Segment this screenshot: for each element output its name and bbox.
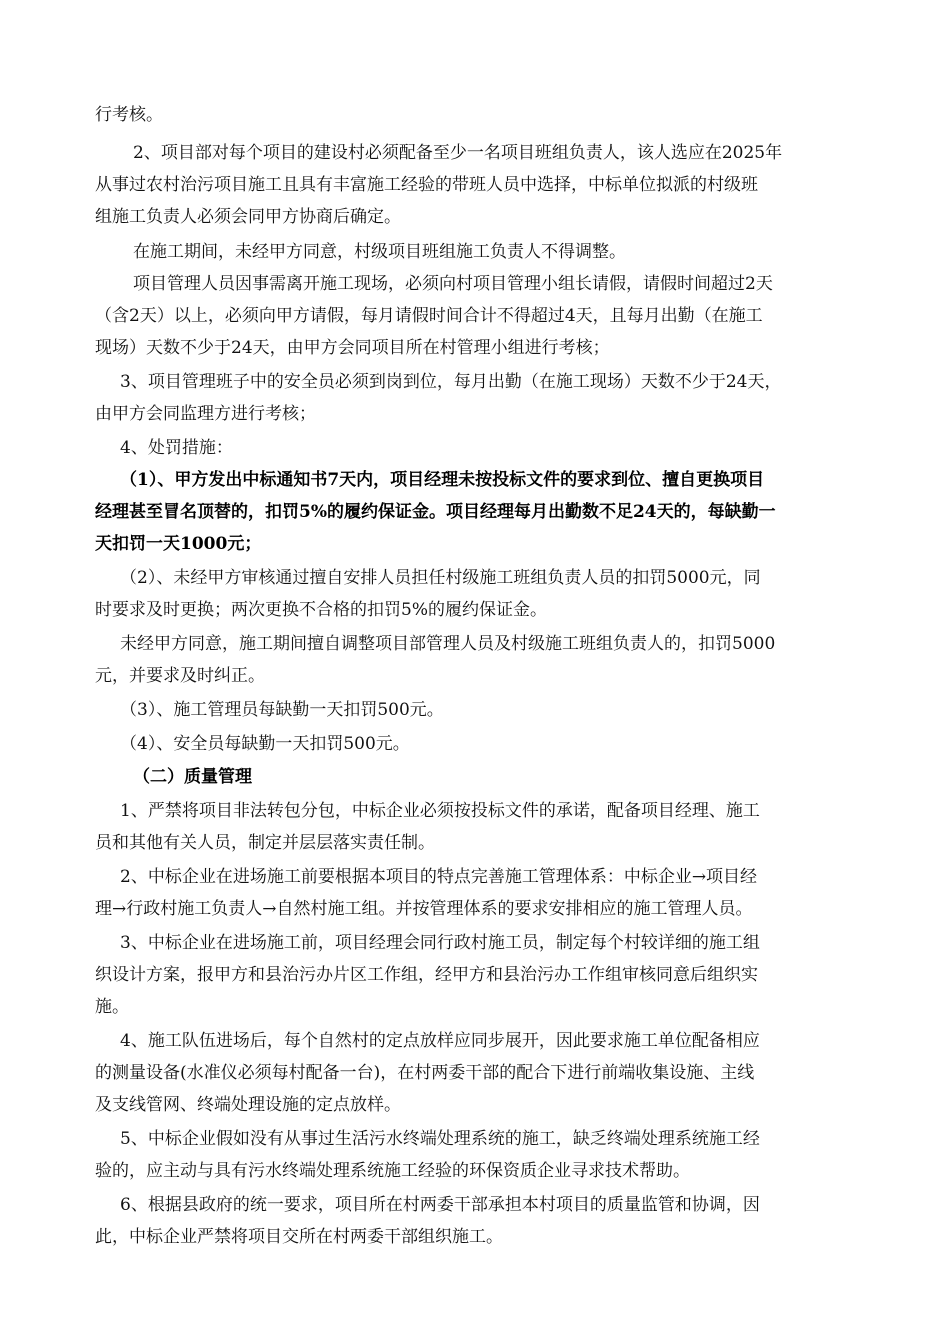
text-line-2: 2、项目部对每个项目的建设村必须配备至少一名项目班组负责人，该人选应在2025年	[133, 143, 783, 163]
text-line-19: （3）、施工管理员每缺勤一天扣罚500元。	[120, 700, 444, 720]
text-line-17: 未经甲方同意，施工期间擅自调整项目部管理人员及村级施工班组负责人的，扣罚5000	[120, 634, 776, 654]
text-line-31: 及支线管网、终端处理设施的定点放样。	[95, 1095, 401, 1115]
text-line-12: （1）、甲方发出中标通知书7天内，项目经理未按投标文件的要求到位、擅自更换项目	[120, 470, 765, 490]
text-line-10: 由甲方会同监理方进行考核；	[95, 404, 316, 424]
text-line-7: （含2天）以上，必须向甲方请假，每月请假时间合计不得超过4天，且每月出勤（在施工	[95, 306, 763, 326]
text-line-34: 6、根据县政府的统一要求，项目所在村两委干部承担本村项目的质量监管和协调，因	[120, 1195, 760, 1215]
text-line-13: 经理甚至冒名顶替的，扣罚5%的履约保证金。项目经理每月出勤数不足24天的，每缺勤一	[95, 502, 776, 522]
text-line-22: 1、严禁将项目非法转包分包，中标企业必须按投标文件的承诺，配备项目经理、施工	[120, 801, 760, 821]
text-line-18: 元，并要求及时纠正。	[95, 666, 265, 686]
text-line-24: 2、中标企业在进场施工前要根据本项目的特点完善施工管理体系：中标企业→项目经	[120, 867, 758, 887]
text-line-4: 组施工负责人必须会同甲方协商后确定。	[95, 207, 401, 227]
text-line-1: 行考核。	[95, 105, 163, 125]
text-line-33: 验的，应主动与具有污水终端处理系统施工经验的环保资质企业寻求技术帮助。	[95, 1161, 690, 1181]
text-line-16: 时要求及时更换；两次更换不合格的扣罚5%的履约保证金。	[95, 600, 547, 620]
text-line-5: 在施工期间，未经甲方同意，村级项目班组施工负责人不得调整。	[133, 242, 626, 262]
text-line-29: 4、施工队伍进场后，每个自然村的定点放样应同步展开，因此要求施工单位配备相应	[120, 1031, 760, 1051]
text-line-20: （4）、安全员每缺勤一天扣罚500元。	[120, 734, 410, 754]
text-line-3: 从事过农村治污项目施工且具有丰富施工经验的带班人员中选择，中标单位拟派的村级班	[95, 175, 758, 195]
text-line-26: 3、中标企业在进场施工前，项目经理会同行政村施工员，制定每个村较详细的施工组	[120, 933, 760, 953]
text-line-30: 的测量设备(水准仪必须每村配备一台)，在村两委干部的配合下进行前端收集设施、主线	[95, 1063, 755, 1083]
text-line-8: 现场）天数不少于24天，由甲方会同项目所在村管理小组进行考核；	[95, 338, 610, 358]
text-line-14: 天扣罚一天1000元；	[95, 534, 262, 554]
text-line-23: 员和其他有关人员，制定并层层落实责任制。	[95, 833, 435, 853]
text-line-25: 理→行政村施工负责人→自然村施工组。并按管理体系的要求安排相应的施工管理人员。	[95, 899, 753, 919]
section-heading-quality: （二）质量管理	[133, 767, 252, 787]
text-line-15: （2）、未经甲方审核通过擅自安排人员担任村级施工班组负责人员的扣罚5000元，同	[120, 568, 761, 588]
text-line-32: 5、中标企业假如没有从事过生活污水终端处理系统的施工，缺乏终端处理系统施工经	[120, 1129, 760, 1149]
text-line-28: 施。	[95, 997, 129, 1017]
text-line-6: 项目管理人员因事需离开施工现场，必须向村项目管理小组长请假，请假时间超过2天	[133, 274, 773, 294]
text-line-27: 织设计方案，报甲方和县治污办片区工作组，经甲方和县治污办工作组审核同意后组织实	[95, 965, 758, 985]
text-line-35: 此，中标企业严禁将项目交所在村两委干部组织施工。	[95, 1227, 503, 1247]
text-line-11: 4、处罚措施：	[120, 438, 233, 458]
text-line-9: 3、项目管理班子中的安全员必须到岗到位，每月出勤（在施工现场）天数不少于24天，	[120, 372, 782, 392]
